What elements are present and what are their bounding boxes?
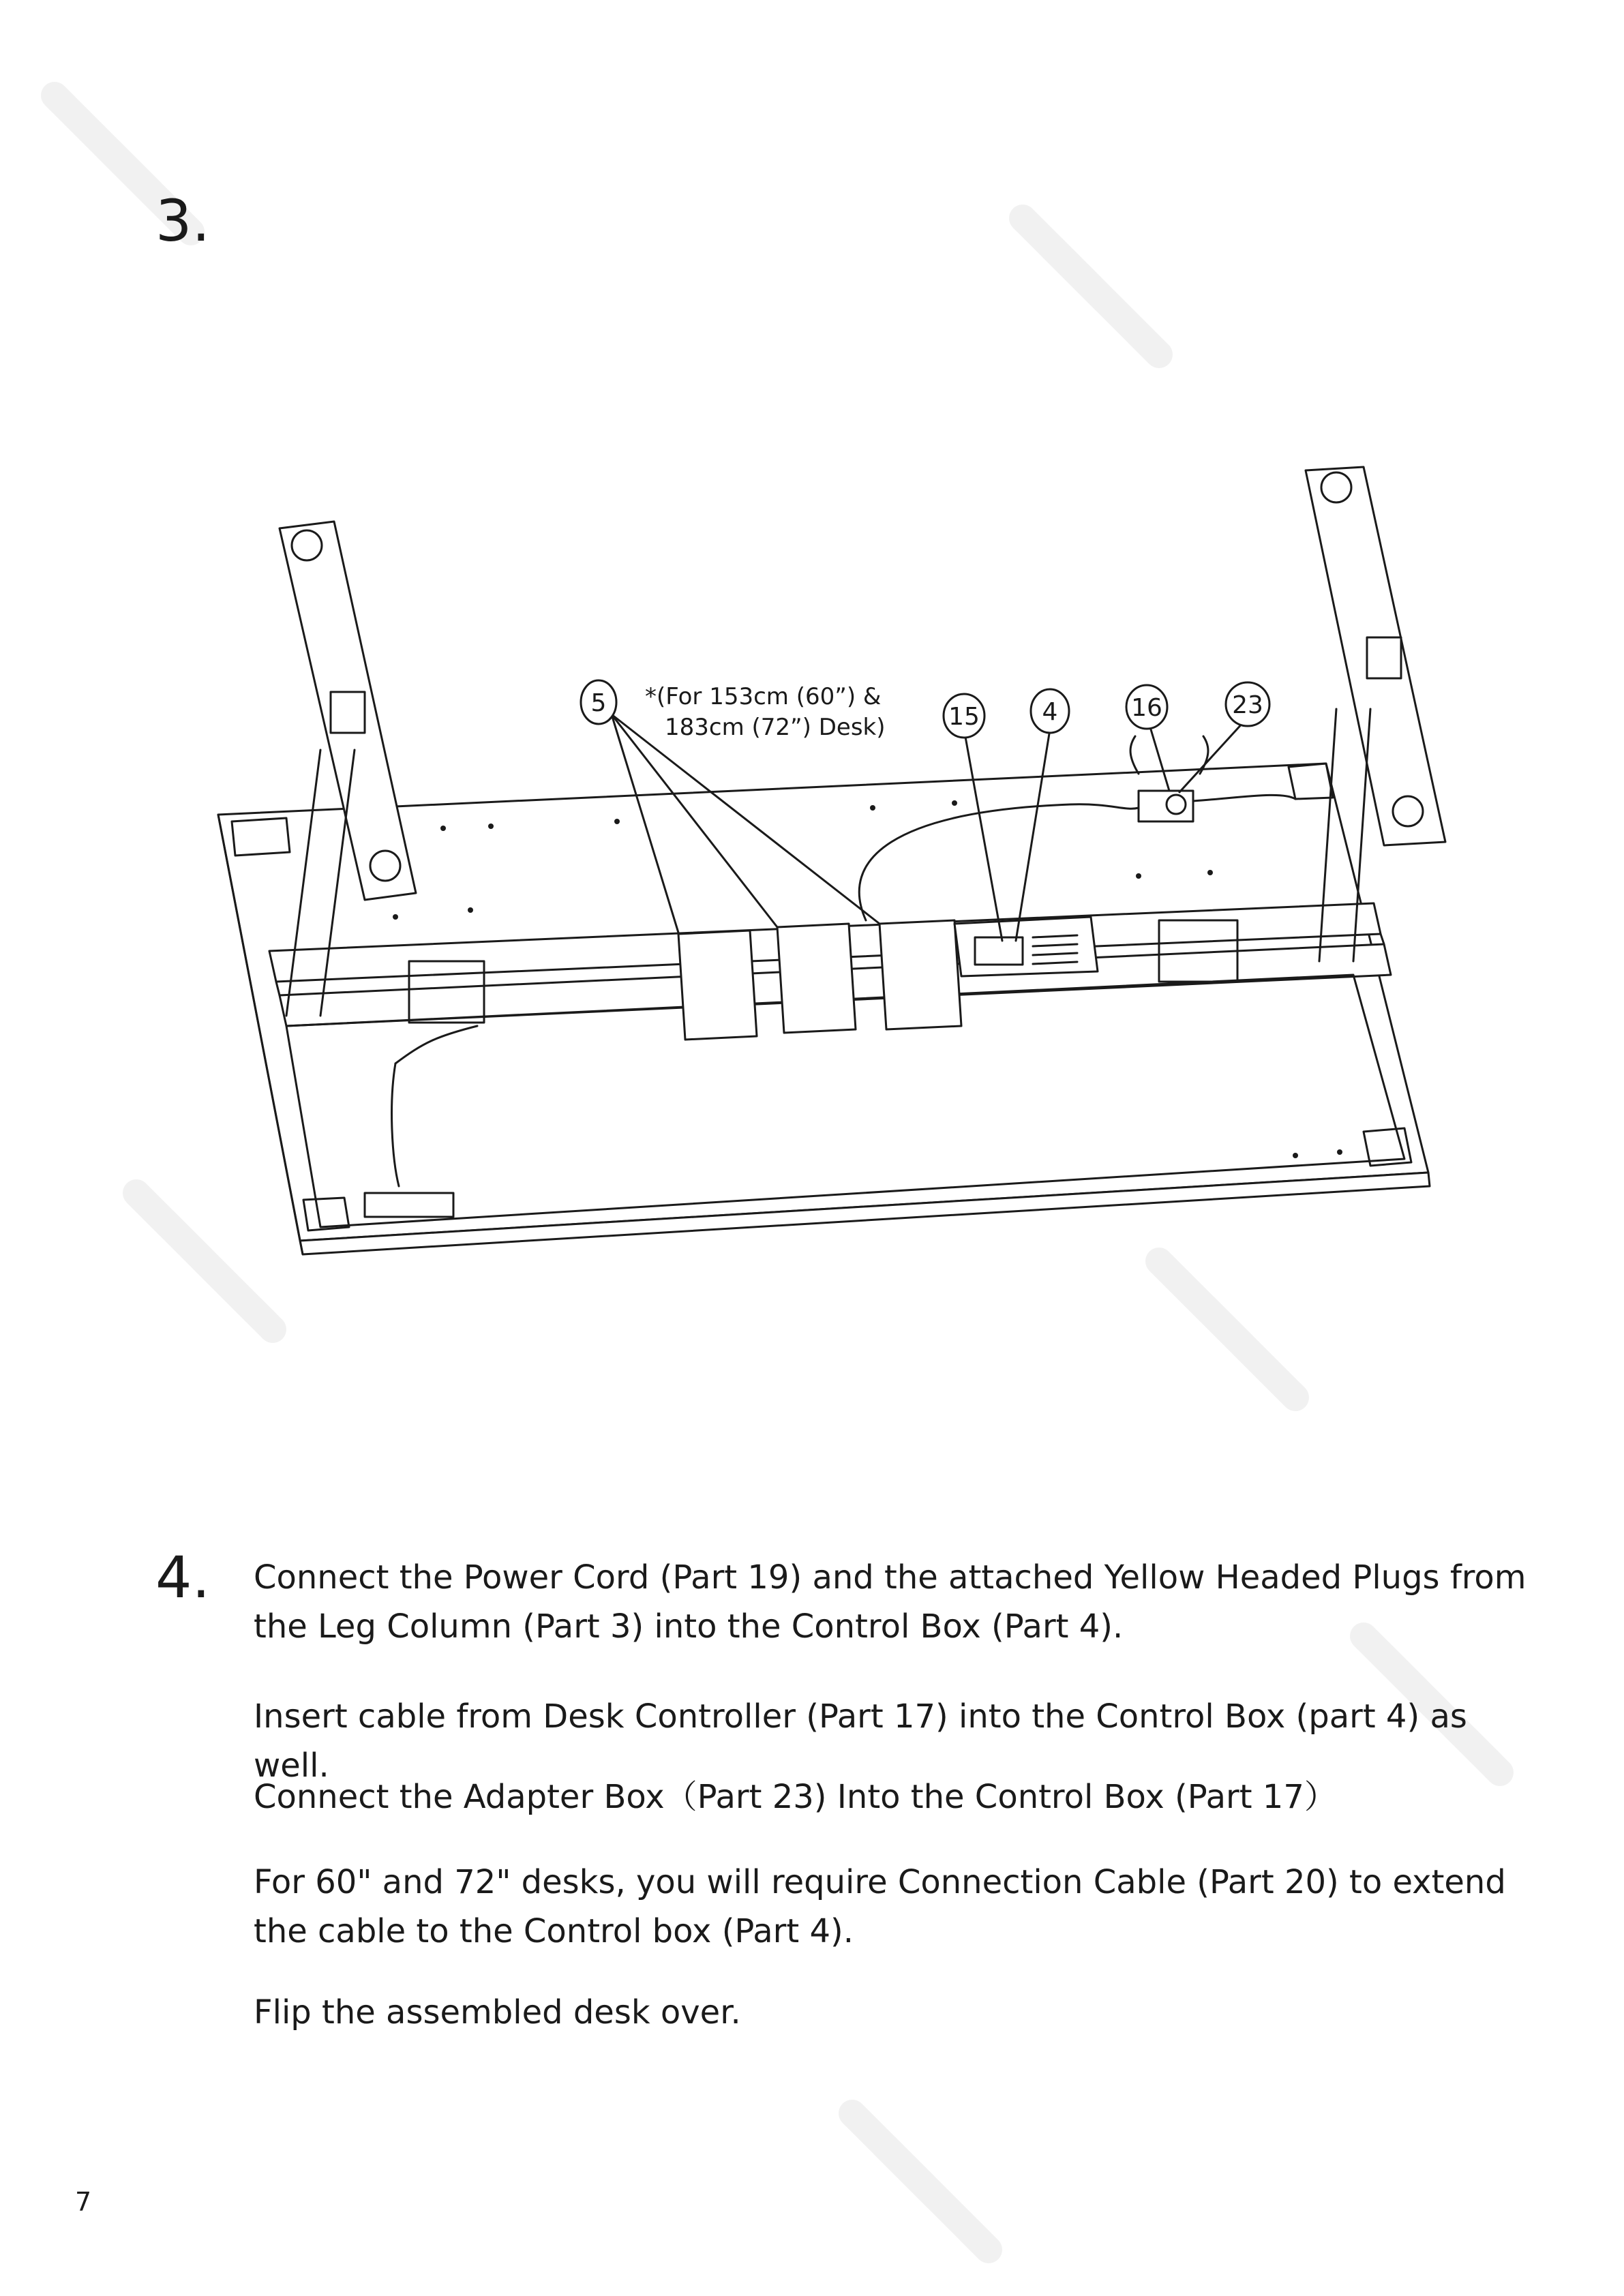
callout-23 xyxy=(1226,682,1269,726)
instruction-connection-cable: For 60" and 72" desks, you will require Connection Cable (Part 20) to extend the cable to the Control box (Part 4). xyxy=(254,1863,1506,1950)
callout-label-5: 5 xyxy=(590,689,607,717)
callout-5 xyxy=(581,680,616,724)
callout-label-15: 15 xyxy=(948,703,980,731)
instruction-desk-controller: Insert cable from Desk Controller (Part 17) into the Control Box (part 4) as well. xyxy=(254,1697,1467,1785)
callout-16 xyxy=(1126,685,1167,729)
instruction-adapter-box: Connect the Adapter Box（Part 23) Into the Control Box (Part 17） xyxy=(254,1778,1337,1816)
callout-label-4: 4 xyxy=(1042,698,1058,726)
callout-4 xyxy=(1031,689,1069,733)
page-number: 7 xyxy=(75,2187,92,2217)
callout-15 xyxy=(944,694,984,738)
step-number-3: 3. xyxy=(155,187,211,254)
callout-label-23: 23 xyxy=(1232,691,1263,719)
step-number-4: 4. xyxy=(155,1544,211,1611)
desk-size-note-line2: 183cm (72”) Desk) xyxy=(665,714,886,741)
instruction-power-cord: Connect the Power Cord (Part 19) and the attached Yellow Headed Plugs from the Leg Column (Part 3) into the Control Box (Part 4). xyxy=(254,1558,1527,1646)
desk-size-note-line1: *(For 153cm (60”) & xyxy=(645,683,882,710)
callout-label-16: 16 xyxy=(1131,694,1162,722)
instruction-flip-desk: Flip the assembled desk over. xyxy=(254,1993,741,2031)
